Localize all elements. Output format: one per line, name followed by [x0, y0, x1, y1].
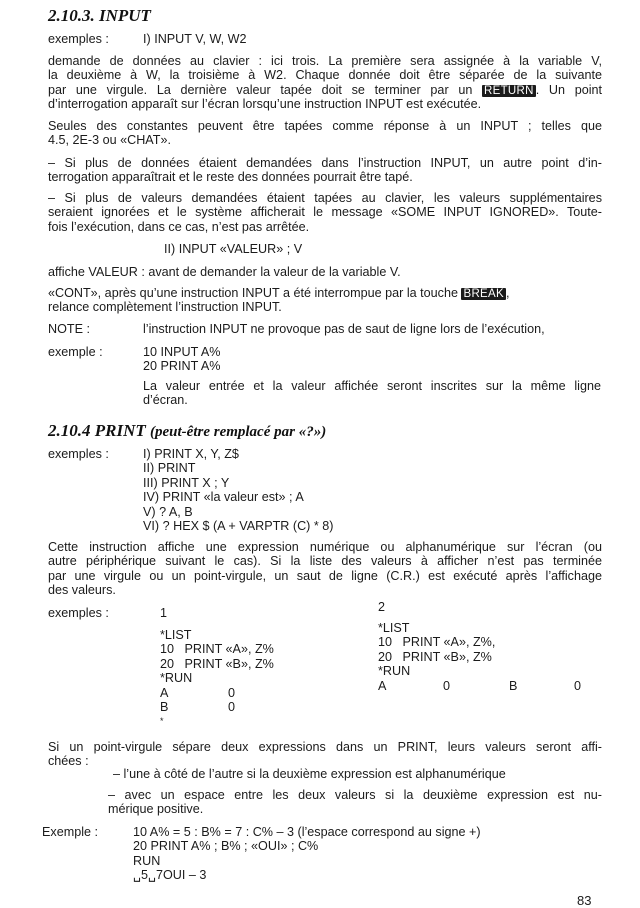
paragraph-constants: Seules des constantes peuvent être tapées comme réponse à un INPUT ; telles que 4.5, 2E-3 ou «CHAT».: [48, 119, 602, 148]
paragraph-extra-values: – Si plus de valeurs demandées étaient tapées au clavier, les valeurs supplémentaires seraient ignorées et le système afficherait le message «SOME INPUT IGNORED». Toute- fois l’exécution, dans ce cas, n’est pas arrêtée.: [48, 191, 602, 234]
code-line: 20 PRINT A% ; B% ; «OUI» ; C%: [133, 839, 319, 854]
paragraph-semicolon: Si un point-virgule sépare deux expressions dans un PRINT, leurs valeurs seront affi- chées :: [48, 740, 602, 769]
break-key-label: BREAK: [463, 288, 504, 300]
list-item: IV) PRINT «la valeur est» ; A: [143, 490, 304, 505]
example-1-listing: [160, 628, 274, 686]
code-line: 10 INPUT A%: [143, 345, 221, 359]
examples-label: exemples :: [48, 32, 109, 46]
example-2-listing: [378, 621, 495, 679]
output-row: A: [160, 686, 169, 700]
paragraph-affiche: affiche VALEUR : avant de demander la valeur de la variable V.: [48, 265, 401, 279]
code-line: *LIST: [378, 621, 410, 635]
output-value: 0: [443, 679, 451, 693]
section-title-input: 2.10.3. INPUT: [48, 6, 151, 25]
page-number: 83: [577, 893, 592, 908]
code-line: 10 PRINT «A», Z%: [160, 642, 274, 657]
paragraph-input-description: demande de données au clavier : ici trois. La première sera assignée à la variable V, la deuxième à W, la troisième à W2. Chaque donnée doit être séparée de la suivante par une virgule. La dernière valeur tapée doit se terminer par un RETURN . Un point d’interrogation apparaît sur l’écran lorsqu’une instruction INPUT est exécutée.: [48, 54, 603, 112]
output-value: 0: [228, 686, 236, 700]
output-value: B: [509, 679, 518, 693]
example-number-1: 1: [160, 606, 168, 620]
list-item: I) PRINT X, Y, Z$: [143, 447, 239, 461]
code-line: RUN: [133, 853, 161, 868]
list-item: III) PRINT X ; Y: [143, 475, 230, 490]
example-label: exemple :: [48, 345, 103, 359]
output-value: 0: [228, 700, 236, 714]
list-item: VI) ? HEX $ (A + VARPTR (C) * 8): [143, 519, 334, 534]
list-item: II) PRINT: [143, 461, 196, 476]
paragraph-cont: «CONT», après qu’une instruction INPUT a été interrompue par la touche BREAK , relance complètement l’instruction INPUT.: [48, 286, 510, 315]
paragraph-print-description: Cette instruction affiche une expression numérique ou alphanumérique sur l’écran (ou autre périphérique suivant le cas). Si la liste des valeurs à afficher n’est pas terminée par une virgule ou un point-virgule, un saut de ligne (C.R.) est exécuté après l’affichage des valeurs.: [48, 540, 602, 598]
code-line: *RUN: [378, 664, 411, 679]
code-line: 20 PRINT A%: [143, 359, 221, 373]
code-line: *LIST: [160, 628, 192, 642]
return-key-label: RETURN: [484, 84, 534, 97]
examples-label: exemples :: [48, 447, 109, 461]
note-label: NOTE :: [48, 322, 90, 336]
final-example-code: [133, 825, 481, 883]
list-item: V) ? A, B: [143, 504, 193, 519]
section-title-print: 2.10.4 PRINT (peut-être remplacé par «?»): [48, 421, 327, 440]
paragraph-more-data: – Si plus de données étaient demandées dans l’instruction INPUT, un autre point d’in- terrogation apparaîtrait et le reste des données pourrait être tapé.: [48, 156, 602, 185]
example-input-2: II) INPUT «VALEUR» ; V: [164, 242, 303, 256]
output-value: A: [378, 679, 387, 693]
example-label: Exemple :: [42, 825, 98, 839]
code-line: 10 A% = 5 : B% = 7 : C% – 3 (l’espace correspond au signe +): [133, 825, 481, 839]
print-examples-list: [143, 447, 333, 533]
code-line: *RUN: [160, 671, 193, 686]
bullet-numeric: – avec un espace entre les deux valeurs si la deuxième expression est nu- mérique positive.: [108, 788, 602, 817]
note-text: l’instruction INPUT ne provoque pas de saut de ligne lors de l’exécution,: [143, 322, 545, 336]
output-value: 0: [574, 679, 582, 693]
example-input-1: I) INPUT V, W, W2: [143, 32, 247, 46]
paragraph-same-line: La valeur entrée et la valeur affichée seront inscrites sur la même ligne d’écran.: [143, 379, 601, 408]
prompt-mark: *: [160, 716, 164, 726]
output-row: B: [160, 700, 169, 714]
bullet-alphanumeric: – l’une à côté de l’autre si la deuxième expression est alphanumérique: [113, 767, 506, 781]
example-number-2: 2: [378, 600, 386, 614]
code-line: 20 PRINT «B», Z%: [378, 649, 492, 664]
code-line: 20 PRINT «B», Z%: [160, 656, 274, 671]
code-line: 10 PRINT «A», Z%,: [378, 635, 496, 650]
examples-label: exemples :: [48, 606, 109, 620]
code-line: ␣5␣7OUI – 3: [133, 868, 207, 883]
